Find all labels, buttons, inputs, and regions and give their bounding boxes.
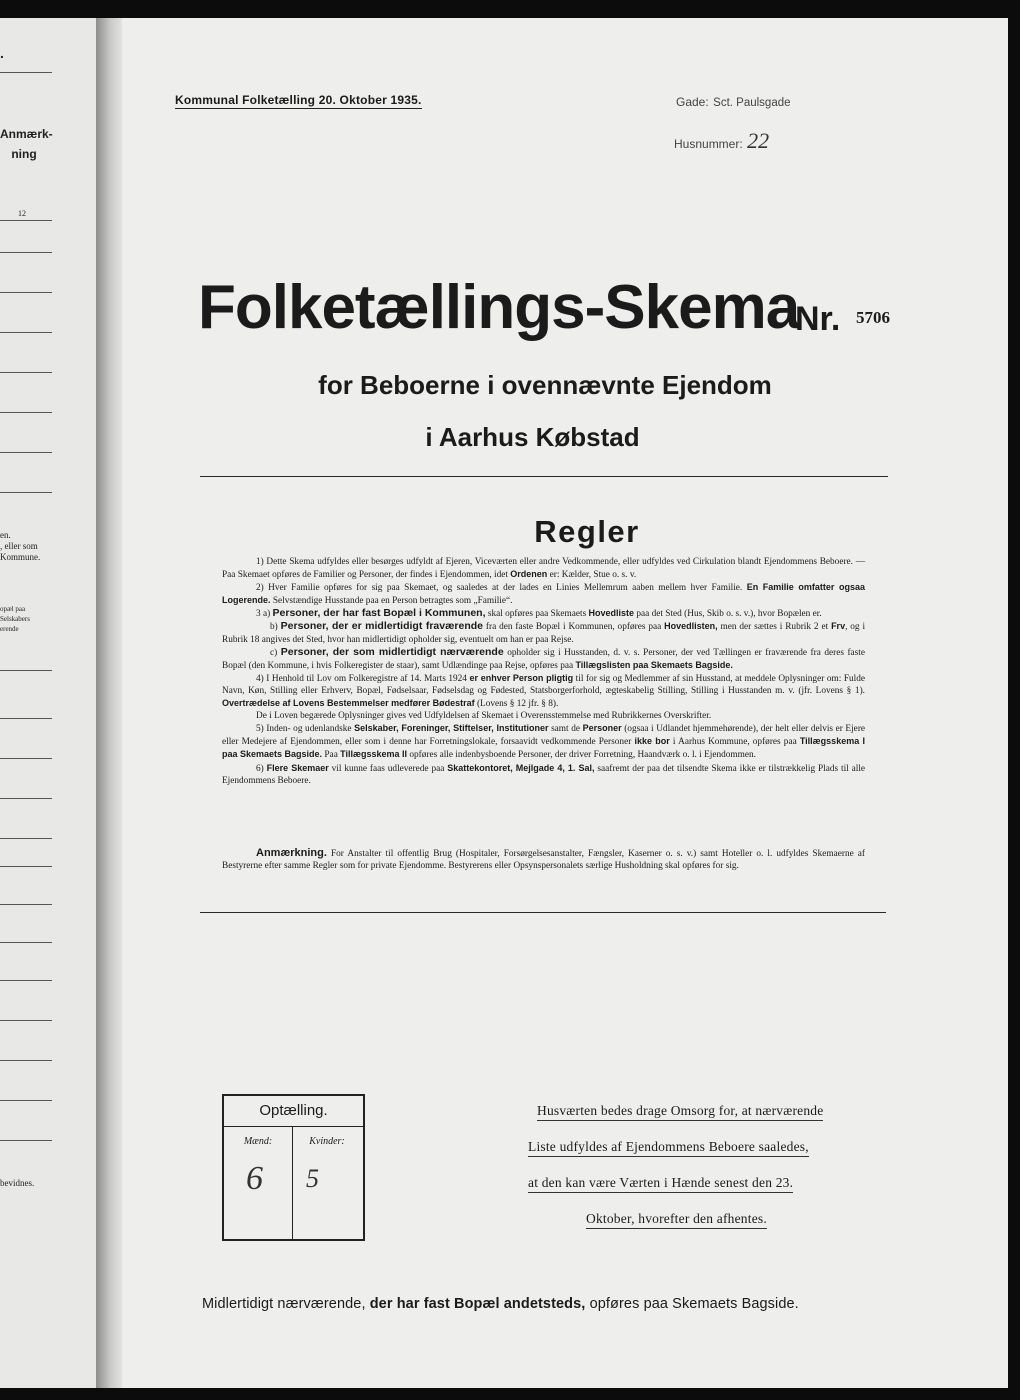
rule-text: Paa xyxy=(324,750,338,761)
rule-text: 6) xyxy=(256,763,264,774)
rule-text: 2) Hver Familie opføres for sig paa Skemaet, og saaledes at der lades en Linies Mellemrum aaben mellem hver Familie. xyxy=(256,583,743,594)
rule-bold: Personer, der er midlertidigt fraværende xyxy=(280,620,484,633)
left-rule xyxy=(0,798,52,799)
form-nr-label: Nr. xyxy=(795,300,841,338)
form-title: Folketællings-Skema xyxy=(198,273,800,342)
rule-text: Selvstændige Husstande paa en Person betragtes som „Familie“. xyxy=(272,596,513,607)
left-column-heading-line2: ning xyxy=(11,147,37,161)
notice-line-4: Oktober, hvorefter den afhentes. xyxy=(586,1211,767,1229)
left-fragment-1-line: , eller som xyxy=(0,541,38,551)
rule-bold: Skattekontoret, Mejlgade 4, 1. Sal, xyxy=(447,762,595,773)
left-column-heading-line1: Anmærk- xyxy=(0,127,53,141)
left-rule xyxy=(0,980,52,981)
left-rule xyxy=(0,1020,52,1021)
house-number-value: 22 xyxy=(747,128,770,153)
rule-bold: Tillægsskema II xyxy=(340,749,408,760)
left-rule xyxy=(0,670,52,671)
rule-text: paa det Sted (Hus, Skib o. s. v.), hvor Bopælen er. xyxy=(636,609,822,620)
rules-body xyxy=(222,556,865,787)
book-gutter xyxy=(96,18,122,1388)
title-divider xyxy=(200,476,888,477)
left-rule xyxy=(0,220,52,221)
rule-text: 4) I Henhold til Lov om Folkeregistre af 14. Marts 1924 xyxy=(256,673,467,684)
left-page-strip xyxy=(0,18,97,1388)
house-number-label: Husnummer: xyxy=(674,137,743,151)
left-rule xyxy=(0,492,52,493)
rule-text: vil kunne faas udleverede paa xyxy=(331,763,445,774)
left-rule xyxy=(0,292,52,293)
house-number-field xyxy=(674,128,769,154)
rule-text: b) xyxy=(270,622,278,633)
left-rule xyxy=(0,412,52,413)
rule-5 xyxy=(222,722,865,761)
left-column-heading xyxy=(0,124,53,164)
rule-text: c) xyxy=(270,647,278,658)
rule-text: opføres alle indenbysboende Personer, der driver Forretning, Haandværk o. l. i Ejendommen. xyxy=(409,750,756,761)
remark-label: Anmærkning. xyxy=(256,847,327,859)
rule-text: 5) Inden- og udenlandske xyxy=(256,724,352,735)
rules-heading: Regler xyxy=(534,514,640,549)
remark-divider xyxy=(200,912,886,913)
rule-bold: ikke bor xyxy=(634,736,670,747)
rule-1 xyxy=(222,556,865,581)
left-fragment-1 xyxy=(0,530,40,563)
rule-text: (Lovens § 12 jfr. § 8). xyxy=(476,699,559,710)
rule-text: saafremt der paa det tilsendte Skema ikke er tilstrækkelig Plads til alle Ejendommens Beboere. xyxy=(222,763,866,786)
rule-3b xyxy=(222,620,865,645)
street-value: Sct. Paulsgade xyxy=(713,97,791,109)
subtitle-town: i Aarhus Købstad xyxy=(425,422,640,452)
rule-bold: Personer xyxy=(582,723,622,734)
rule-text: er: Kælder, Stue o. s. v. xyxy=(549,570,637,581)
footer-part-3: opføres paa Skemaets Bagside. xyxy=(589,1296,799,1312)
left-rule xyxy=(0,866,52,867)
rule-2 xyxy=(222,581,865,607)
left-rule xyxy=(0,838,52,839)
remark-block xyxy=(222,847,865,872)
women-count: 5 xyxy=(306,1164,319,1193)
left-rule xyxy=(0,942,52,943)
rule-bold: Ordenen xyxy=(510,569,548,580)
census-title: Kommunal Folketælling 20. Oktober 1935. xyxy=(175,93,422,107)
notice-line-2: Liste udfyldes af Ejendommens Beboere saaledes, xyxy=(528,1139,809,1157)
rule-text: skal opføres paa Skemaets xyxy=(487,609,587,620)
footer-note xyxy=(202,1296,799,1312)
left-fragment-2 xyxy=(0,604,30,634)
left-fragment-2-line: opæl paa xyxy=(0,605,26,613)
rule-text: De i Loven begærede Oplysninger gives ved Udfyldelsen af Skemaet i Overensstemmelse med Rubrikkernes Overskrifter. xyxy=(256,711,712,722)
rule-4-note xyxy=(222,710,865,722)
rule-3a xyxy=(222,607,865,620)
rule-bold: Tillægslisten paa Skemaets Bagside. xyxy=(575,659,733,670)
women-label: Kvinder: xyxy=(309,1136,345,1147)
rule-text: opholder sig i Husstanden, d. v. s. Personer, der ved Tællingen er fraværende fra deres faste Bopæl (den Kommune, i hvis Folkeregister de staar), samt Udlændinge paa Rejse, opføres paa xyxy=(222,647,866,671)
remark-text: For Anstalter til offentlig Brug (Hospitaler, Forsørgelsesanstalter, Fængsler, Kaserner o. s. v.) samt Hoteller o. l. udfyldes Skemaerne af Bestyrerne efter samme Regler som for private Ejendomme. Bestyrerens eller Opsynspersonalets særlige Husholdning skal opføres for sig. xyxy=(222,849,866,872)
count-title: Optælling. xyxy=(224,1096,363,1127)
rule-bold: Selskaber, Foreninger, Stiftelser, Institutioner xyxy=(354,723,549,734)
rule-text: fra den faste Bopæl i Kommunen, opføres paa xyxy=(485,622,662,633)
left-fragment-1-line: Kommune. xyxy=(0,552,41,562)
rule-bold: Flere Skemaer xyxy=(266,762,329,773)
left-rule xyxy=(0,1100,52,1101)
rule-bold: Overtrædelse af Lovens Bestemmelser medfører Bødestraf xyxy=(222,698,475,709)
left-heading-fragment: . xyxy=(0,45,4,61)
street-field xyxy=(676,93,791,111)
left-rule xyxy=(0,72,52,73)
footer-part-1: Midlertidigt nærværende, xyxy=(202,1296,366,1312)
left-column-number: 12 xyxy=(18,209,26,218)
left-rule xyxy=(0,252,52,253)
left-fragment-2-line: Selskabers xyxy=(0,615,30,623)
rule-text: i Aarhus Kommune, opføres paa xyxy=(672,737,797,748)
left-fragment-2-line: erende xyxy=(0,625,19,633)
subtitle-residents: for Beboerne i ovennævnte Ejendom xyxy=(318,370,772,400)
left-rule xyxy=(0,1060,52,1061)
rule-text: 1) Dette Skema udfyldes eller besørges udfyldt af Ejeren, Viceværten eller andre Vedkommende, eller udfyldes ved Cirkulation blandt Ejendommens Beboere. — Paa Skemaet opføres de Familier og Personer, der findes i Ejendommen, idet xyxy=(222,557,865,581)
rule-bold: Hovedliste xyxy=(588,608,635,619)
footer-part-2: der har fast Bopæl andetsteds, xyxy=(369,1296,586,1312)
rule-text: (ogsaa i Udlandet hjemmehørende), der helt eller delvis er Ejere eller Medejere af Ejendommen, eller som i denne har Forretningslokale, forsaavidt vedkommende Personer xyxy=(222,724,866,748)
rule-text: , og i Rubrik 18 angives det Sted, hvor han midlertidigt opholder sig, eventuelt om han er paa Rejse. xyxy=(222,622,866,645)
rule-text: men der sættes i Rubrik 2 et xyxy=(720,622,829,633)
men-label: Mænd: xyxy=(243,1136,273,1147)
form-number: 5706 xyxy=(856,308,890,327)
rule-bold: Frv xyxy=(831,621,846,632)
rule-bold: Personer, der har fast Bopæl i Kommunen, xyxy=(272,607,486,620)
left-rule xyxy=(0,1140,52,1141)
left-rule xyxy=(0,332,52,333)
notice-line-1: Husværten bedes drage Omsorg for, at nærværende xyxy=(537,1103,823,1121)
rule-text: til for sig og Medlemmer af sin Husstand, at meddele Oplysninger om: Fulde Navn, Køn, Stilling eller Erhverv, Bopæl, Fødselsaar, Fødselsdag og Fødested, Statsborgerforhold, ægteskabelig Stilling, Stilling i Husstanden m. v. (jfr. Lovens § 1). xyxy=(222,673,866,696)
left-rule xyxy=(0,718,52,719)
rule-3c xyxy=(222,646,865,672)
rule-bold: Personer, der som midlertidigt nærværende xyxy=(280,645,504,658)
rule-bold: Tillægsskema I paa Skemaets Bagside. xyxy=(222,736,866,760)
notice-line-3: at den kan være Værten i Hænde senest den 23. xyxy=(528,1175,793,1193)
men-count: 6 xyxy=(246,1160,263,1197)
left-fragment-1-line: en. xyxy=(0,530,11,540)
rule-bold: En Familie omfatter ogsaa Logerende. xyxy=(222,582,866,606)
rule-text: samt de xyxy=(551,724,580,735)
street-label: Gade: xyxy=(676,95,709,109)
rule-4 xyxy=(222,672,865,710)
rule-6 xyxy=(222,762,865,787)
left-rule xyxy=(0,904,52,905)
rule-bold: Hovedlisten, xyxy=(664,621,718,632)
left-fragment-3: bevidnes. xyxy=(0,1178,35,1188)
count-box xyxy=(222,1094,365,1241)
rule-bold: er enhver Person pligtig xyxy=(469,672,574,683)
left-rule xyxy=(0,758,52,759)
rule-text: 3 a) xyxy=(256,609,271,620)
